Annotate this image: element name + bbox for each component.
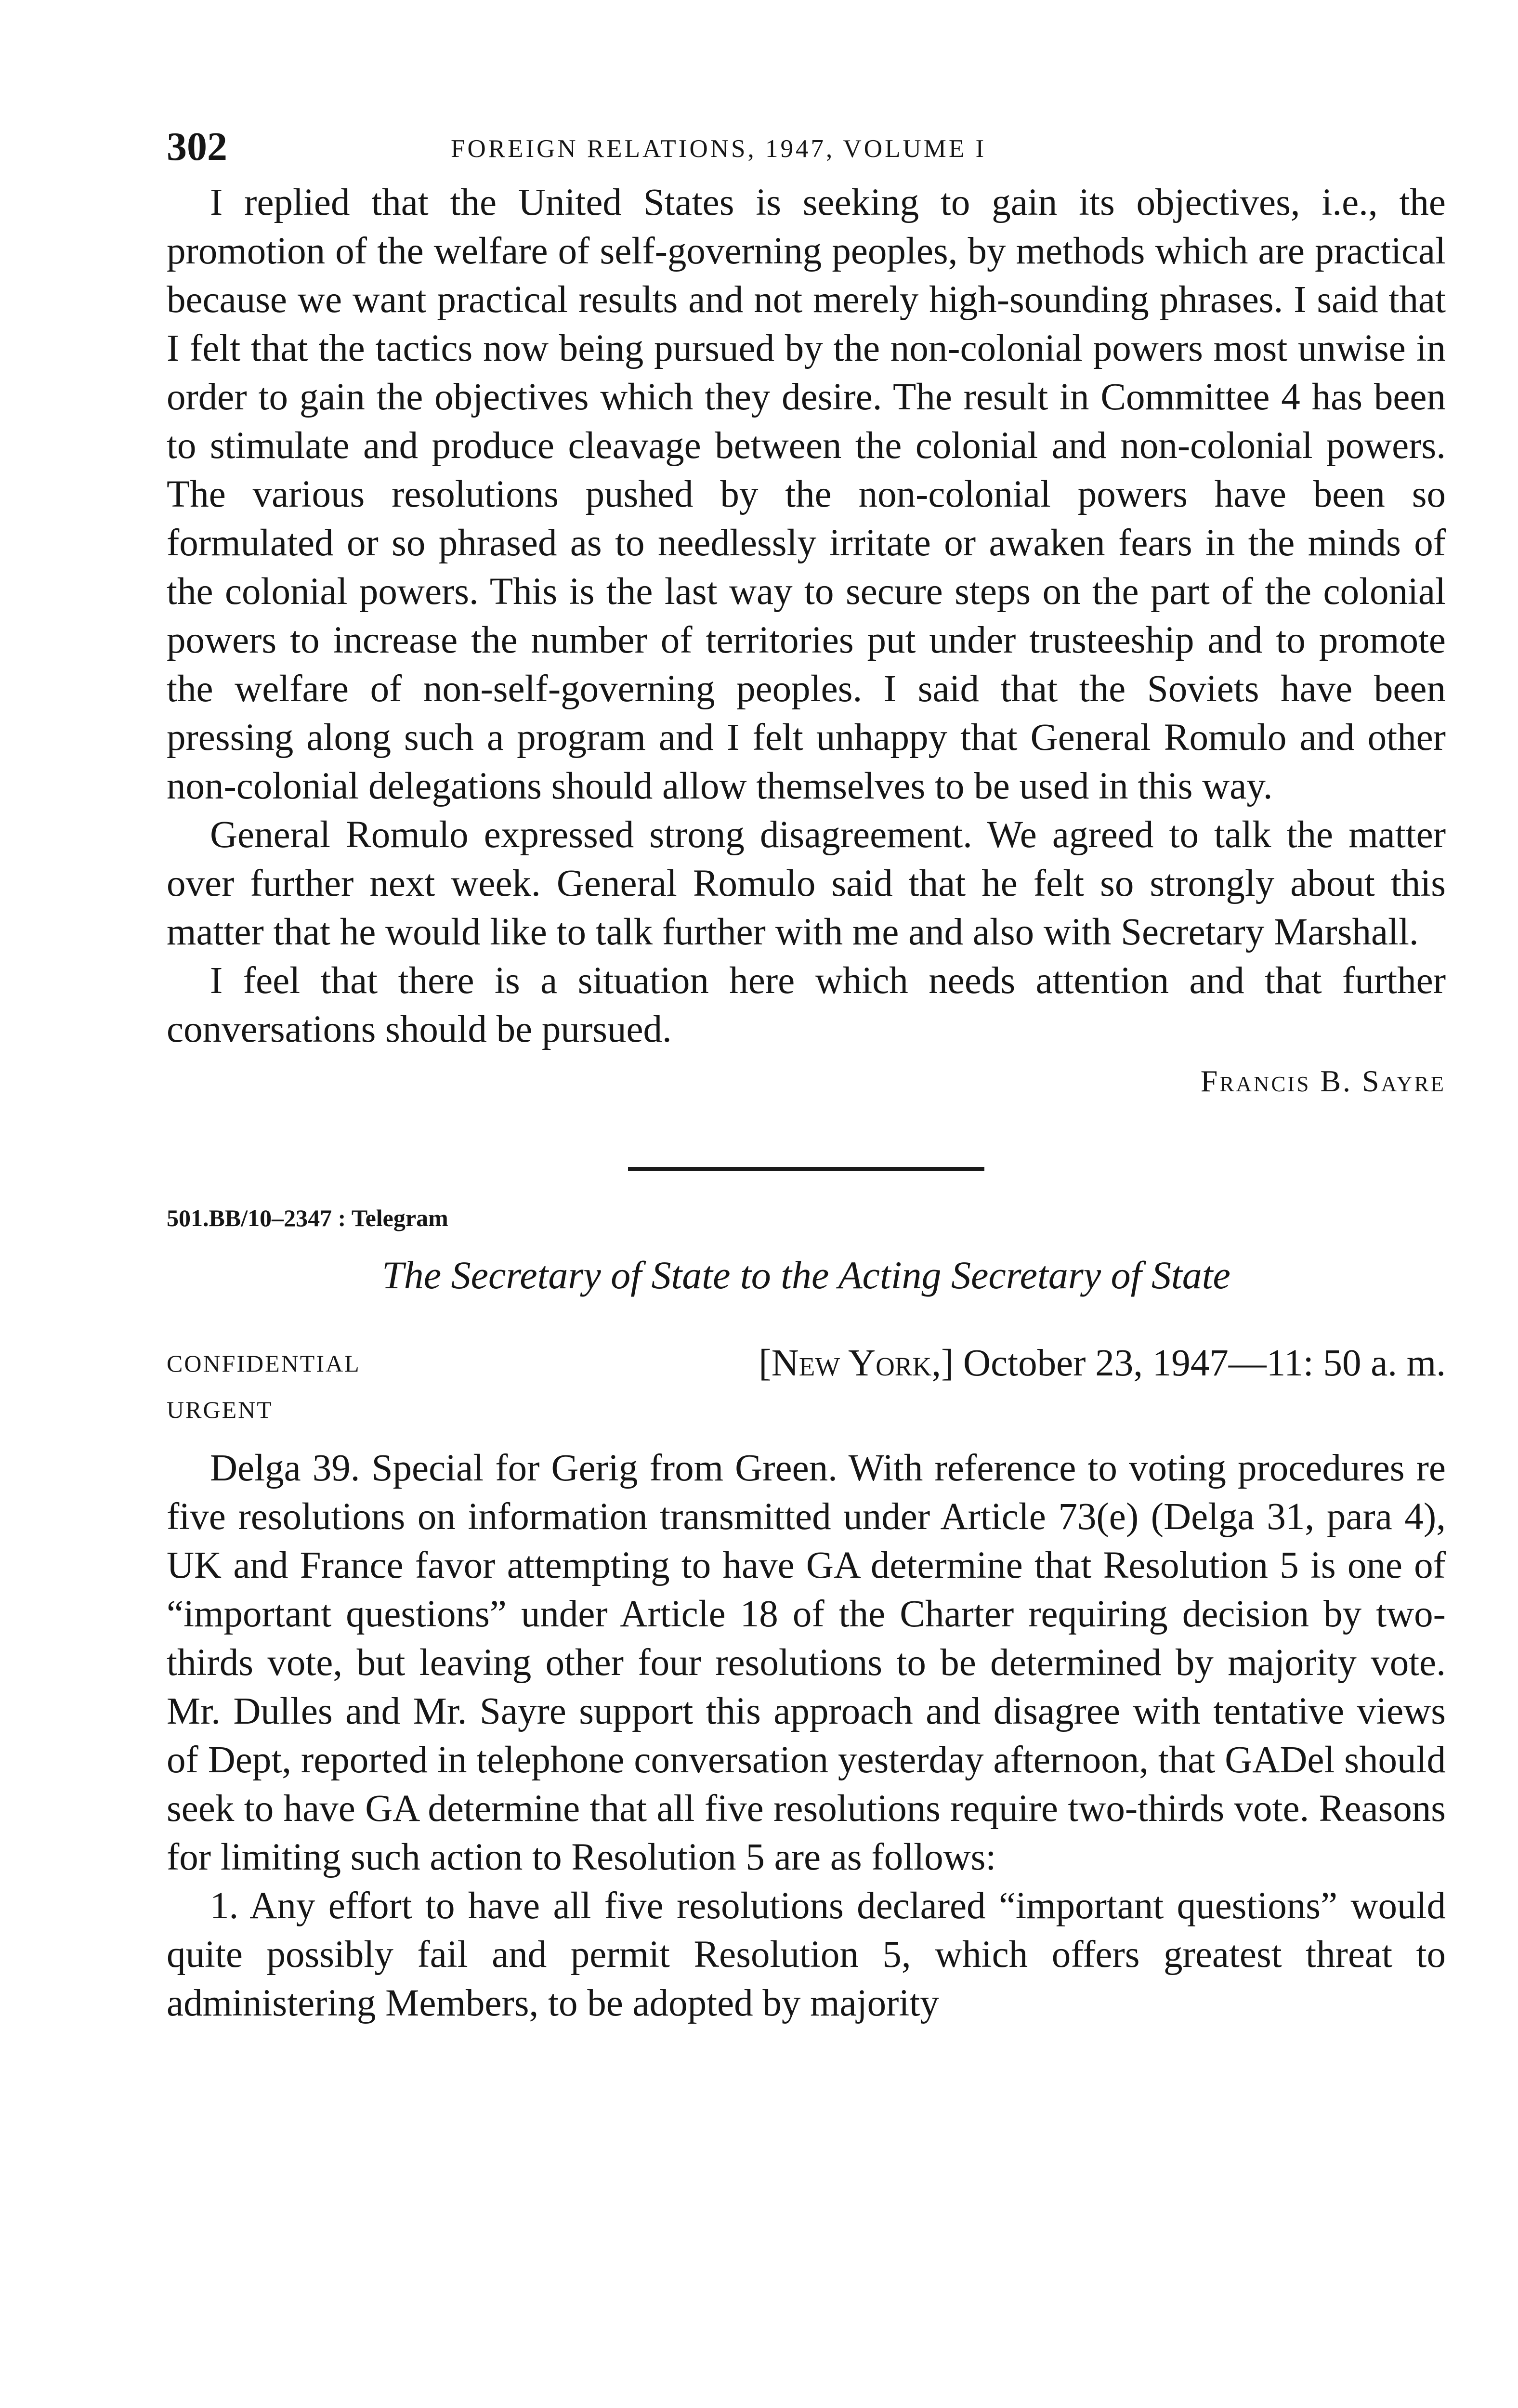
dateline [759, 1340, 1446, 1387]
priority-label: URGENT [167, 1396, 273, 1423]
memo-paragraph-2: General Romulo expressed strong disagreement. We agreed to talk the matter over further next week. General Romulo said that he felt so strongly about this matter that he would like to talk further with me and also with Secretary Marshall. [167, 814, 1446, 953]
document-page [167, 120, 1446, 2028]
memo-body [167, 178, 1446, 1054]
file-reference: 501.BB/10–2347 : Telegram [167, 1204, 448, 1231]
running-title: FOREIGN RELATIONS, 1947, VOLUME I [451, 135, 987, 163]
document-title: The Secretary of State to the Acting Secretary of State [382, 1253, 1230, 1297]
dateline-place: New York, [771, 1342, 941, 1384]
telegram-paragraph-1: Delga 39. Special for Gerig from Green. With reference to voting procedures re five resolutions on information transmitted under Article 73(e) (Delga 31, para 4), UK and France favor attempting to have GA determine that Resolution 5 is one of “important questions” under Article 18 of the Charter requiring decision by two-thirds vote, but leaving other four resolutions to be determined by majority vote. Mr. Dulles and Mr. Sayre support this approach and disagree with tentative views of Dept, reported in telephone conversation yesterday afternoon, that GADel should seek to have GA determine that all five resolutions require two-thirds vote. Reasons for limiting such action to Resolution 5 are as follows: [167, 1447, 1446, 1878]
telegram-meta [167, 1340, 1446, 1444]
section-divider [628, 1167, 984, 1171]
page-number: 302 [167, 124, 227, 169]
signature: Francis B. Sayre [1200, 1064, 1446, 1098]
dateline-date-time: ] October 23, 1947—11: 50 a. m. [941, 1342, 1446, 1384]
telegram-paragraph-2: 1. Any effort to have all five resolutions declared “important questions” would quite possibly fail and permit Resolution 5, which offers greatest threat to administering Members, to be adopted by majority [167, 1885, 1446, 2024]
memo-paragraph-1: I replied that the United States is seeking to gain its objectives, i.e., the promotion of the welfare of self-governing peoples, by methods which are practical because we want practical results and not merely high-sounding phrases. I said that I felt that the tactics now being pursued by the non-colonial powers most unwise in order to gain the objectives which they desire. The result in Committee 4 has been to stimulate and produce cleavage between the colonial and non-colonial powers. The various resolutions pushed by the non-colonial powers have been so formulated or so phrased as to needlessly irritate or awaken fears in the minds of the colonial powers. This is the last way to secure steps on the part of the colonial powers to increase the number of territories put under trusteeship and to promote the welfare of non-self-governing peoples. I said that the Soviets have been pressing along such a program and I felt unhappy that General Romulo and other non-colonial delegations should allow themselves to be used in this way. [167, 182, 1446, 807]
dateline-open-bracket: [ [759, 1342, 772, 1384]
memo-paragraph-3: I feel that there is a situation here which needs attention and that further conversations should be pursued. [167, 960, 1446, 1050]
classification-label: CONFIDENTIAL [167, 1350, 361, 1377]
telegram-body [167, 1444, 1446, 2028]
running-header [167, 120, 1446, 173]
